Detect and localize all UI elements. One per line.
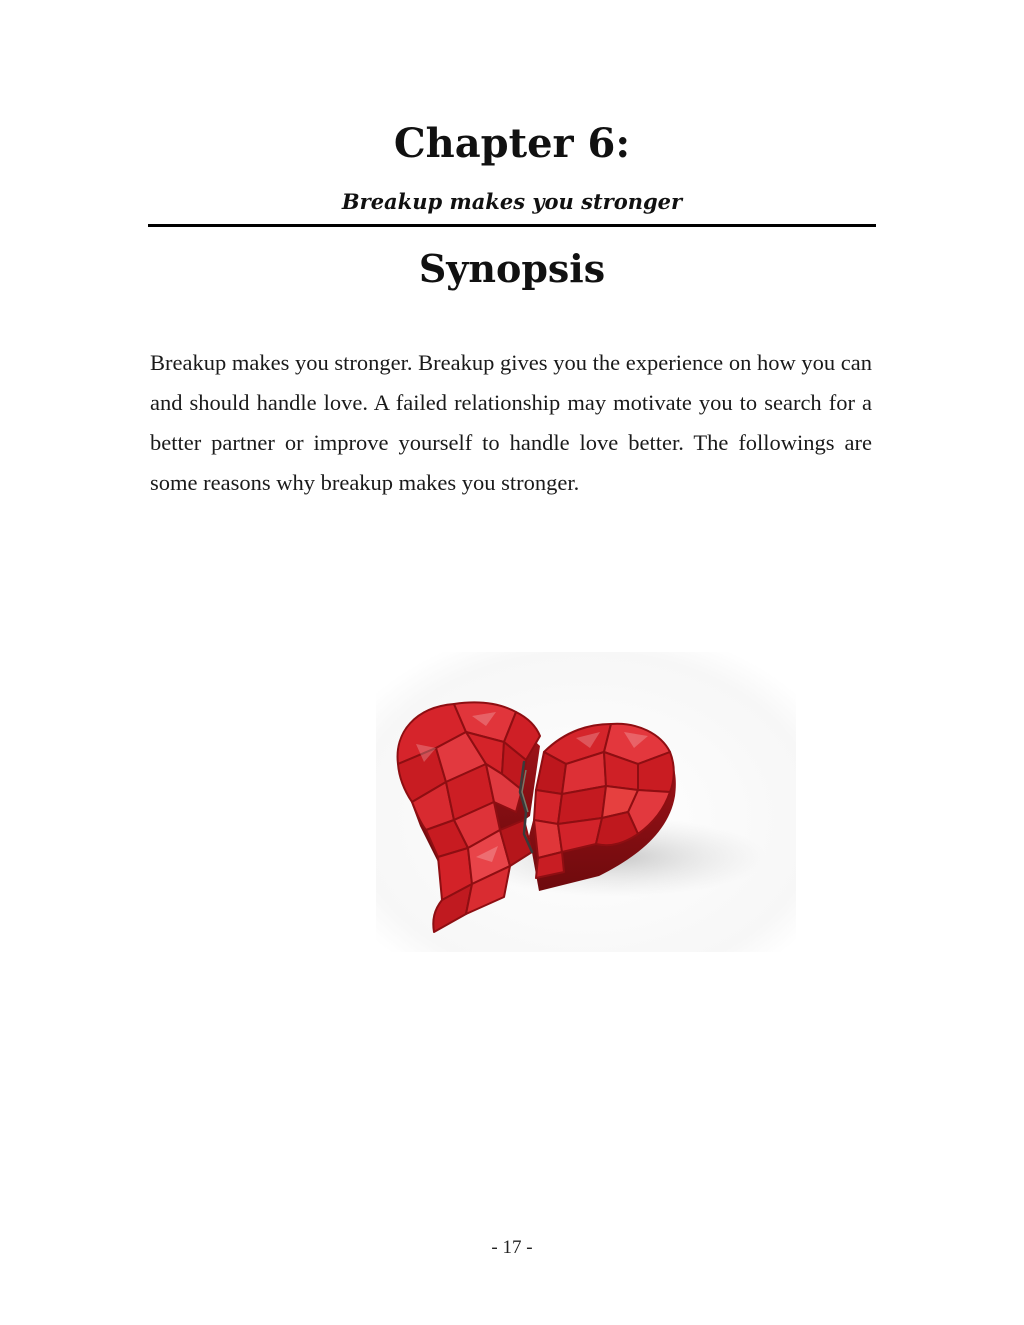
- page-number: - 17 -: [491, 1237, 533, 1258]
- chapter-title: Chapter 6:: [393, 120, 631, 167]
- section-title: Synopsis: [418, 246, 606, 291]
- broken-heart-image: [376, 652, 796, 952]
- broken-heart-icon: [376, 652, 796, 952]
- title-divider: [148, 224, 876, 227]
- chapter-subtitle: Breakup makes you stronger: [341, 189, 683, 214]
- synopsis-paragraph: Breakup makes you stronger. Breakup gives you the experience on how you can and should handle love. A failed relationship may motivate you to search for a better partner or improve yourself to handle love better. The followings are some reasons why breakup makes you stronger.: [150, 350, 872, 495]
